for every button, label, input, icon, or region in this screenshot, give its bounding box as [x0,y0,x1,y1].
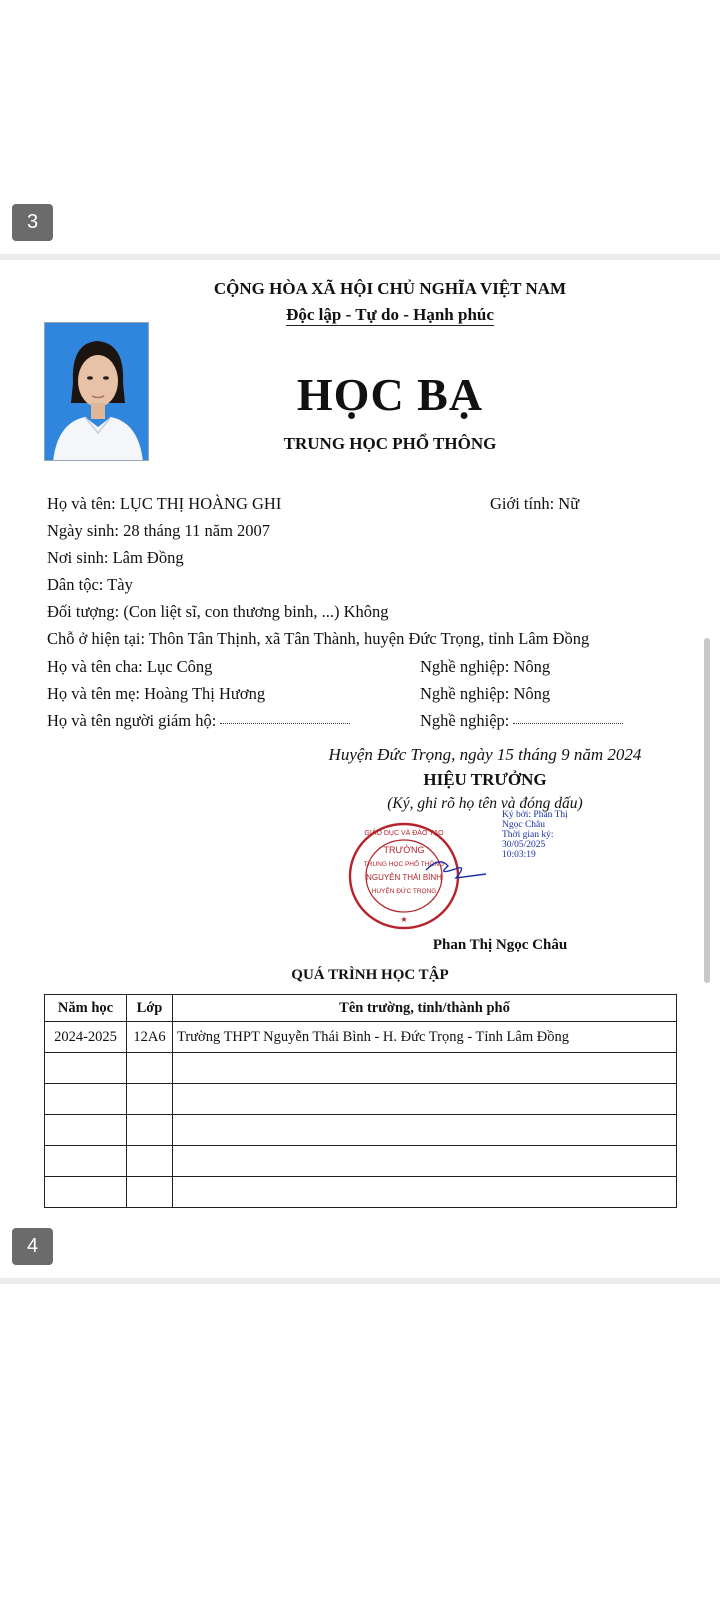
page-number-badge: 3 [12,204,53,241]
cell-school-year [45,1115,127,1146]
father-name: Họ và tên cha: Lục Công [47,657,213,676]
mother-name: Họ và tên mẹ: Hoàng Thị Hương [47,684,266,703]
guardian-label: Họ và tên người giám hộ: [47,711,217,730]
sign-date-value: 30/05/2025 [502,840,546,850]
header-class: Lớp [127,995,173,1022]
signature-instructions: (Ký, ghi rõ họ tên và đóng dấu) [387,795,583,812]
svg-text:NGUYỄN THÁI BÌNH: NGUYỄN THÁI BÌNH [366,873,442,882]
stamp-seal-icon [348,818,500,933]
history-title: QUÁ TRÌNH HỌC TẬP [291,967,449,983]
cell-class [127,1146,173,1177]
signer-name: Phan Thị Ngọc Châu [432,937,568,953]
student-photo [44,322,149,461]
page-separator [0,1278,720,1284]
guardian-blank [220,723,350,724]
student-residence: Chỗ ở hiện tại: Thôn Tân Thịnh, xã Tân Thành, huyện Đức Trọng, tỉnh Lâm Đồng [47,629,590,648]
country-name: CỘNG HÒA XÃ HỘI CHỦ NGHĨA VIỆT NAM [213,279,567,298]
signed-by: Ký bởi: Phan Thị Ngọc Châu [502,810,568,830]
study-history-table [44,994,677,1208]
cell-school-name [173,1053,677,1084]
cell-school-year [45,1177,127,1208]
cell-school-name [173,1084,677,1115]
svg-text:★: ★ [400,915,408,924]
svg-text:TRƯỜNG: TRƯỜNG [383,845,425,855]
page-number-badge: 4 [12,1228,53,1265]
student-ethnicity: Dân tộc: Tày [47,575,133,594]
svg-text:TRUNG HỌC PHỔ THÔNG: TRUNG HỌC PHỔ THÔNG [363,861,445,868]
father-occupation: Nghề nghiệp: Nông [420,657,551,676]
document-title: HỌC BẠ [296,369,484,420]
cell-school-name [173,1115,677,1146]
student-birth-place: Nơi sinh: Lâm Đồng [47,548,184,567]
student-category: Đối tượng: (Con liệt sĩ, con thương binh, ...) Không [47,602,389,621]
svg-text:GIÁO DỤC VÀ ĐÀO TẠO: GIÁO DỤC VÀ ĐÀO TẠO [364,830,444,837]
signer-role: HIỆU TRƯỞNG [423,770,547,789]
national-motto [165,305,615,325]
cell-class [127,1177,173,1208]
guardian-job-label: Nghề nghiệp: [420,711,510,730]
student-name: Họ và tên: LỤC THỊ HOÀNG GHI [47,494,282,513]
document-subtitle: TRUNG HỌC PHỔ THÔNG [283,434,497,453]
sign-time-label: Thời gian ký: [502,830,554,840]
header-school-year: Năm học [45,995,127,1022]
student-birth-date: Ngày sinh: 28 tháng 11 năm 2007 [47,521,271,540]
guardian-name [47,711,350,731]
cell-school-year [45,1146,127,1177]
mother-occupation: Nghề nghiệp: Nông [420,684,551,703]
guardian-occupation [420,711,623,731]
cell-school-year: 2024-2025 [45,1022,127,1053]
cell-class: 12A6 [127,1022,173,1053]
cell-school-name [173,1146,677,1177]
cell-school-year [45,1053,127,1084]
cell-school-year [45,1084,127,1115]
motto-text: Độc lập - Tự do - Hạnh phúc [286,305,494,324]
table-row [45,1084,677,1115]
sign-time-value: 10:03:19 [502,850,536,860]
table-row [45,1146,677,1177]
table-row [45,1022,677,1053]
cell-class [127,1115,173,1146]
cell-class [127,1053,173,1084]
cell-school-name [173,1177,677,1208]
portrait-image [45,323,149,461]
table-header-row [45,995,677,1022]
svg-text:HUYỆN ĐỨC TRỌNG: HUYỆN ĐỨC TRỌNG [371,888,437,895]
cell-school-name: Trường THPT Nguyễn Thái Bình - H. Đức Trọng - Tỉnh Lâm Đồng [173,1022,677,1053]
table-row [45,1177,677,1208]
page-separator [0,254,720,260]
header-school-name: Tên trường, tỉnh/thành phố [173,995,677,1022]
table-row [45,1115,677,1146]
official-stamp [348,818,500,933]
scrollbar-thumb[interactable] [704,638,710,983]
student-gender: Giới tính: Nữ [490,494,580,513]
digital-signature-info [502,810,582,860]
guardian-job-blank [513,723,623,724]
cell-class [127,1084,173,1115]
signing-date: Huyện Đức Trọng, ngày 15 tháng 9 năm 2024 [328,745,642,764]
table-row [45,1053,677,1084]
